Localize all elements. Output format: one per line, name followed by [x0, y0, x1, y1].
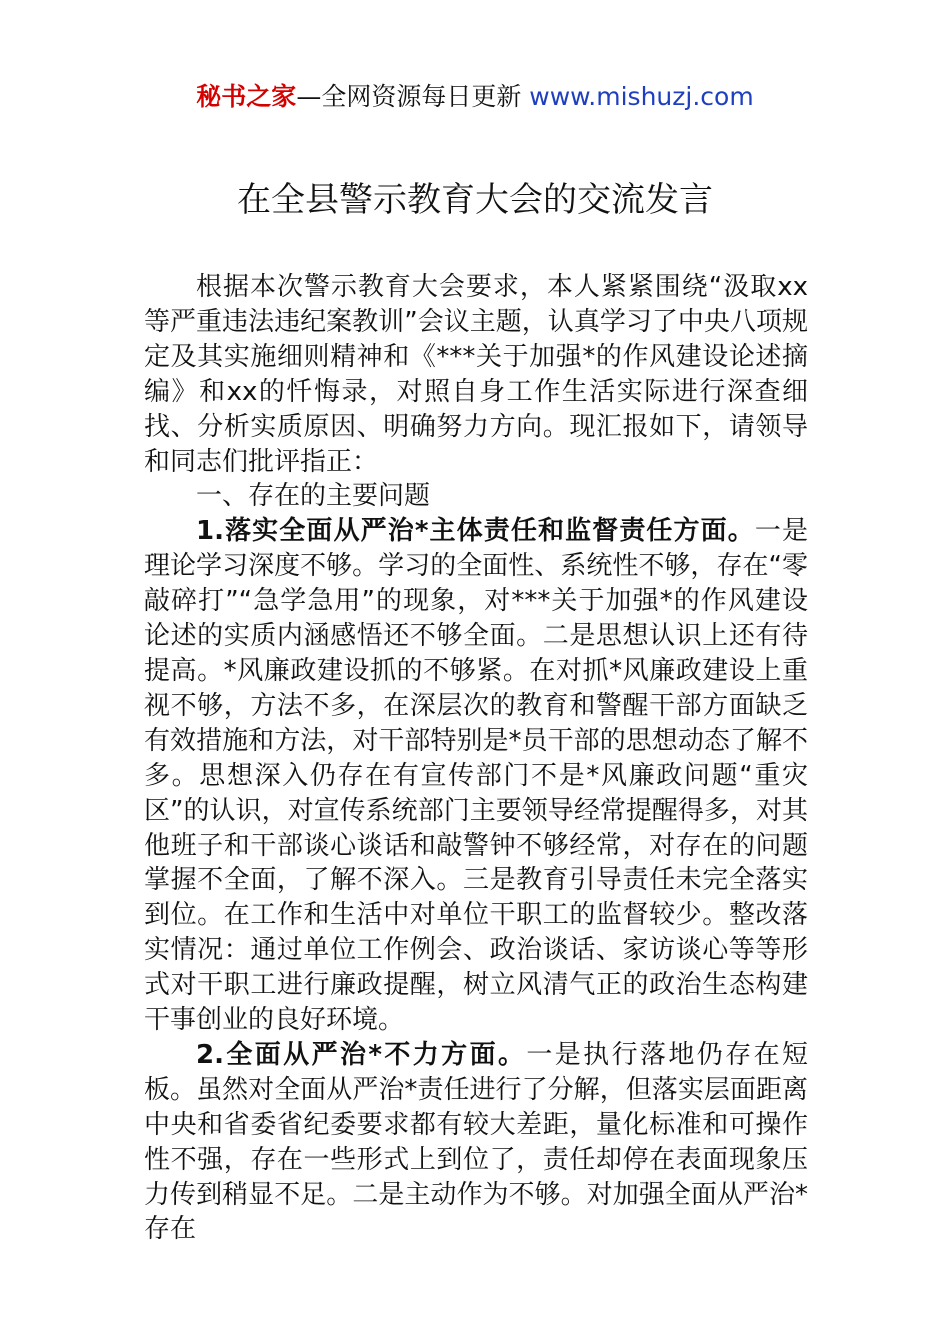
section-heading: 一、存在的主要问题: [196, 481, 431, 512]
item-2-paragraph: [144, 1038, 808, 1247]
document-title: 在全县警示教育大会的交流发言: [237, 180, 713, 220]
item-2-lead: 2.全面从严治*不力方面。: [196, 1039, 527, 1070]
site-url-link[interactable]: www.mishuzj.com: [529, 82, 754, 111]
document-body: [144, 270, 808, 1247]
item-1-paragraph: [144, 514, 808, 1038]
item-1-text: 一是理论学习深度不够。学习的全面性、系统性不够，存在“零敲碎打”“急学急用”的现象，对***关于加强*的作风建设论述的实质内涵感悟还不够全面。二是思想认识上还有待提高。*风廉政建设抓的不够紧。在对抓*风廉政建设上重视不够，方法不多，在深层次的教育和警醒干部方面缺乏有效措施和方法，对干部特别是*员干部的思想动态了解不多。思想深入仍存在有宣传部门不是*风廉政问题“重灾区”的认识，对宣传系统部门主要领导经常提醒得多，对其他班子和干部谈心谈话和敲警钟不够经常，对存在的问题掌握不全面，了解不深入。三是教育引导责任未完全落实到位。在工作和生活中对单位干职工的监督较少。整改落实情况：通过单位工作例会、政治谈话、家访谈心等等形式对干职工进行廉政提醒，树立风清气正的政治生态构建干事创业的良好环境。: [144, 516, 808, 1036]
intro-paragraph: 根据本次警示教育大会要求，本人紧紧围绕“汲取xx等严重违法违纪案教训”会议主题，认真学习了中央八项规定及其实施细则精神和《***关于加强*的作风建设论述摘编》和xx的忏悔录，对照自身工作生活实际进行深查细找、分析实质原因、明确努力方向。现汇报如下，请领导和同志们批评指正：: [144, 272, 808, 477]
header-tagline: —全网资源每日更新: [296, 82, 530, 111]
item-2-text: 一是执行落地仍存在短板。虽然对全面从严治*责任进行了分解，但落实层面距离中央和省委省纪委要求都有较大差距，量化标准和可操作性不强，存在一些形式上到位了，责任却停在表面现象压力传到稍显不足。二是主动作为不够。对加强全面从严治*存在: [144, 1039, 808, 1245]
site-header: [0, 80, 950, 114]
brand-name: 秘书之家: [196, 82, 297, 111]
item-1-lead: 1.落实全面从严治*主体责任和监督责任方面。: [196, 516, 755, 547]
